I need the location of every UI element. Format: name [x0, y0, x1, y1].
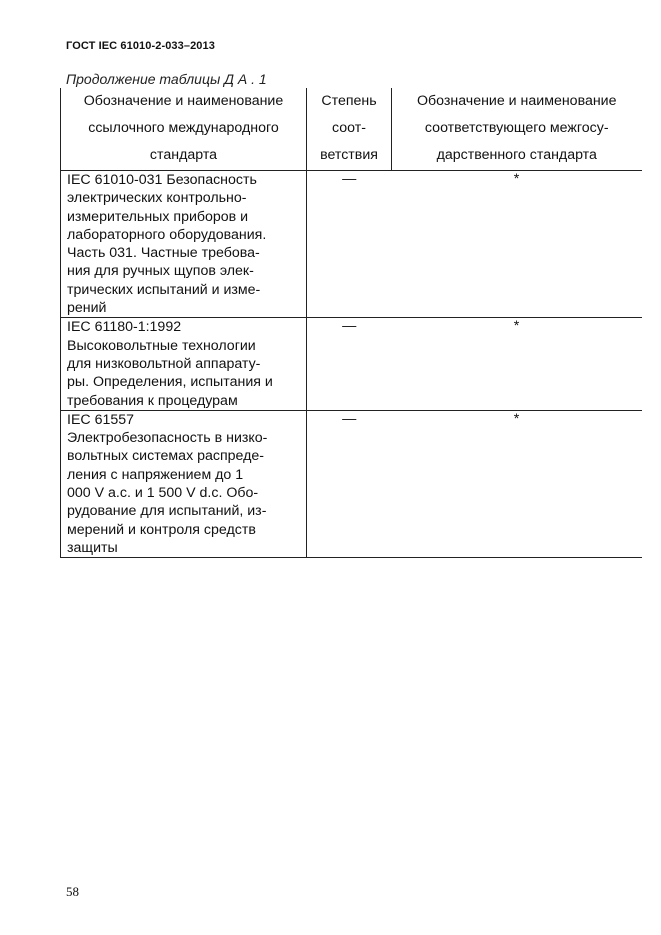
cell-line: Электробезопасность в низко-: [67, 430, 268, 447]
cell-line: рений: [67, 300, 107, 317]
header-line: дарственного стандарта: [436, 147, 597, 163]
table-caption: Продолжение таблицы Д А . 1: [66, 71, 267, 87]
reference-standards-table: [60, 88, 642, 558]
cell-line: ния для ручных щупов элек-: [67, 263, 254, 280]
header-line: Обозначение и наименование: [83, 93, 284, 109]
cell-line: 000 V a.c. и 1 500 V d.c. Обо-: [67, 485, 259, 502]
header-degree-of-conformity: [307, 88, 392, 171]
cell-line: Часть 031. Частные требова-: [67, 245, 260, 262]
page-number: 58: [66, 884, 79, 899]
cell-line: трических испытаний и изме-: [67, 281, 261, 298]
cell-line: мерений и контроля средств: [67, 521, 256, 538]
table-row: [61, 318, 642, 410]
table-header-row: [61, 88, 642, 171]
cell-line: Высоковольтные технологии: [67, 337, 256, 354]
degree-cell: —: [307, 318, 392, 410]
header-line: соот-: [332, 120, 366, 136]
cell-line: IEC 61180-1:1992: [67, 319, 182, 336]
international-standard-cell: [61, 410, 307, 557]
cell-line: рудование для испытаний, из-: [67, 503, 267, 520]
degree-cell: —: [307, 171, 392, 318]
cell-line: IEC 61557: [67, 411, 135, 428]
interstate-standard-cell: *: [392, 410, 642, 557]
cell-line: вольтных системах распреде-: [67, 448, 265, 465]
interstate-standard-cell: *: [392, 171, 642, 318]
header-line: соответствующего межгосу-: [424, 120, 609, 136]
header-line: ветствия: [320, 147, 378, 163]
cell-line: лабораторного оборудования.: [67, 226, 267, 243]
table-row: [61, 171, 642, 318]
cell-line: защиты: [67, 539, 118, 556]
header-line: Степень: [321, 93, 377, 109]
international-standard-cell: [61, 318, 307, 410]
interstate-standard-cell: *: [392, 318, 642, 410]
cell-line: электрических контрольно-: [67, 190, 247, 207]
cell-line: ления с напряжением до 1: [67, 466, 244, 483]
header-international-standard: [61, 88, 307, 171]
cell-line: требования к процедурам: [67, 392, 238, 409]
header-interstate-standard: [392, 88, 642, 171]
cell-line: IEC 61010-031 Безопасность: [67, 172, 257, 188]
document-header: ГОСТ IEC 61010-2-033–2013: [66, 40, 215, 52]
international-standard-cell: [61, 171, 307, 318]
table-row: [61, 410, 642, 557]
header-line: Обозначение и наименование: [417, 93, 617, 109]
header-line: стандарта: [149, 147, 218, 163]
header-line: ссылочного международного: [88, 120, 279, 136]
cell-line: для низковольтной аппарату-: [67, 355, 261, 372]
cell-line: ры. Определения, испытания и: [67, 374, 273, 391]
degree-cell: —: [307, 410, 392, 557]
cell-line: измерительных приборов и: [67, 208, 249, 225]
